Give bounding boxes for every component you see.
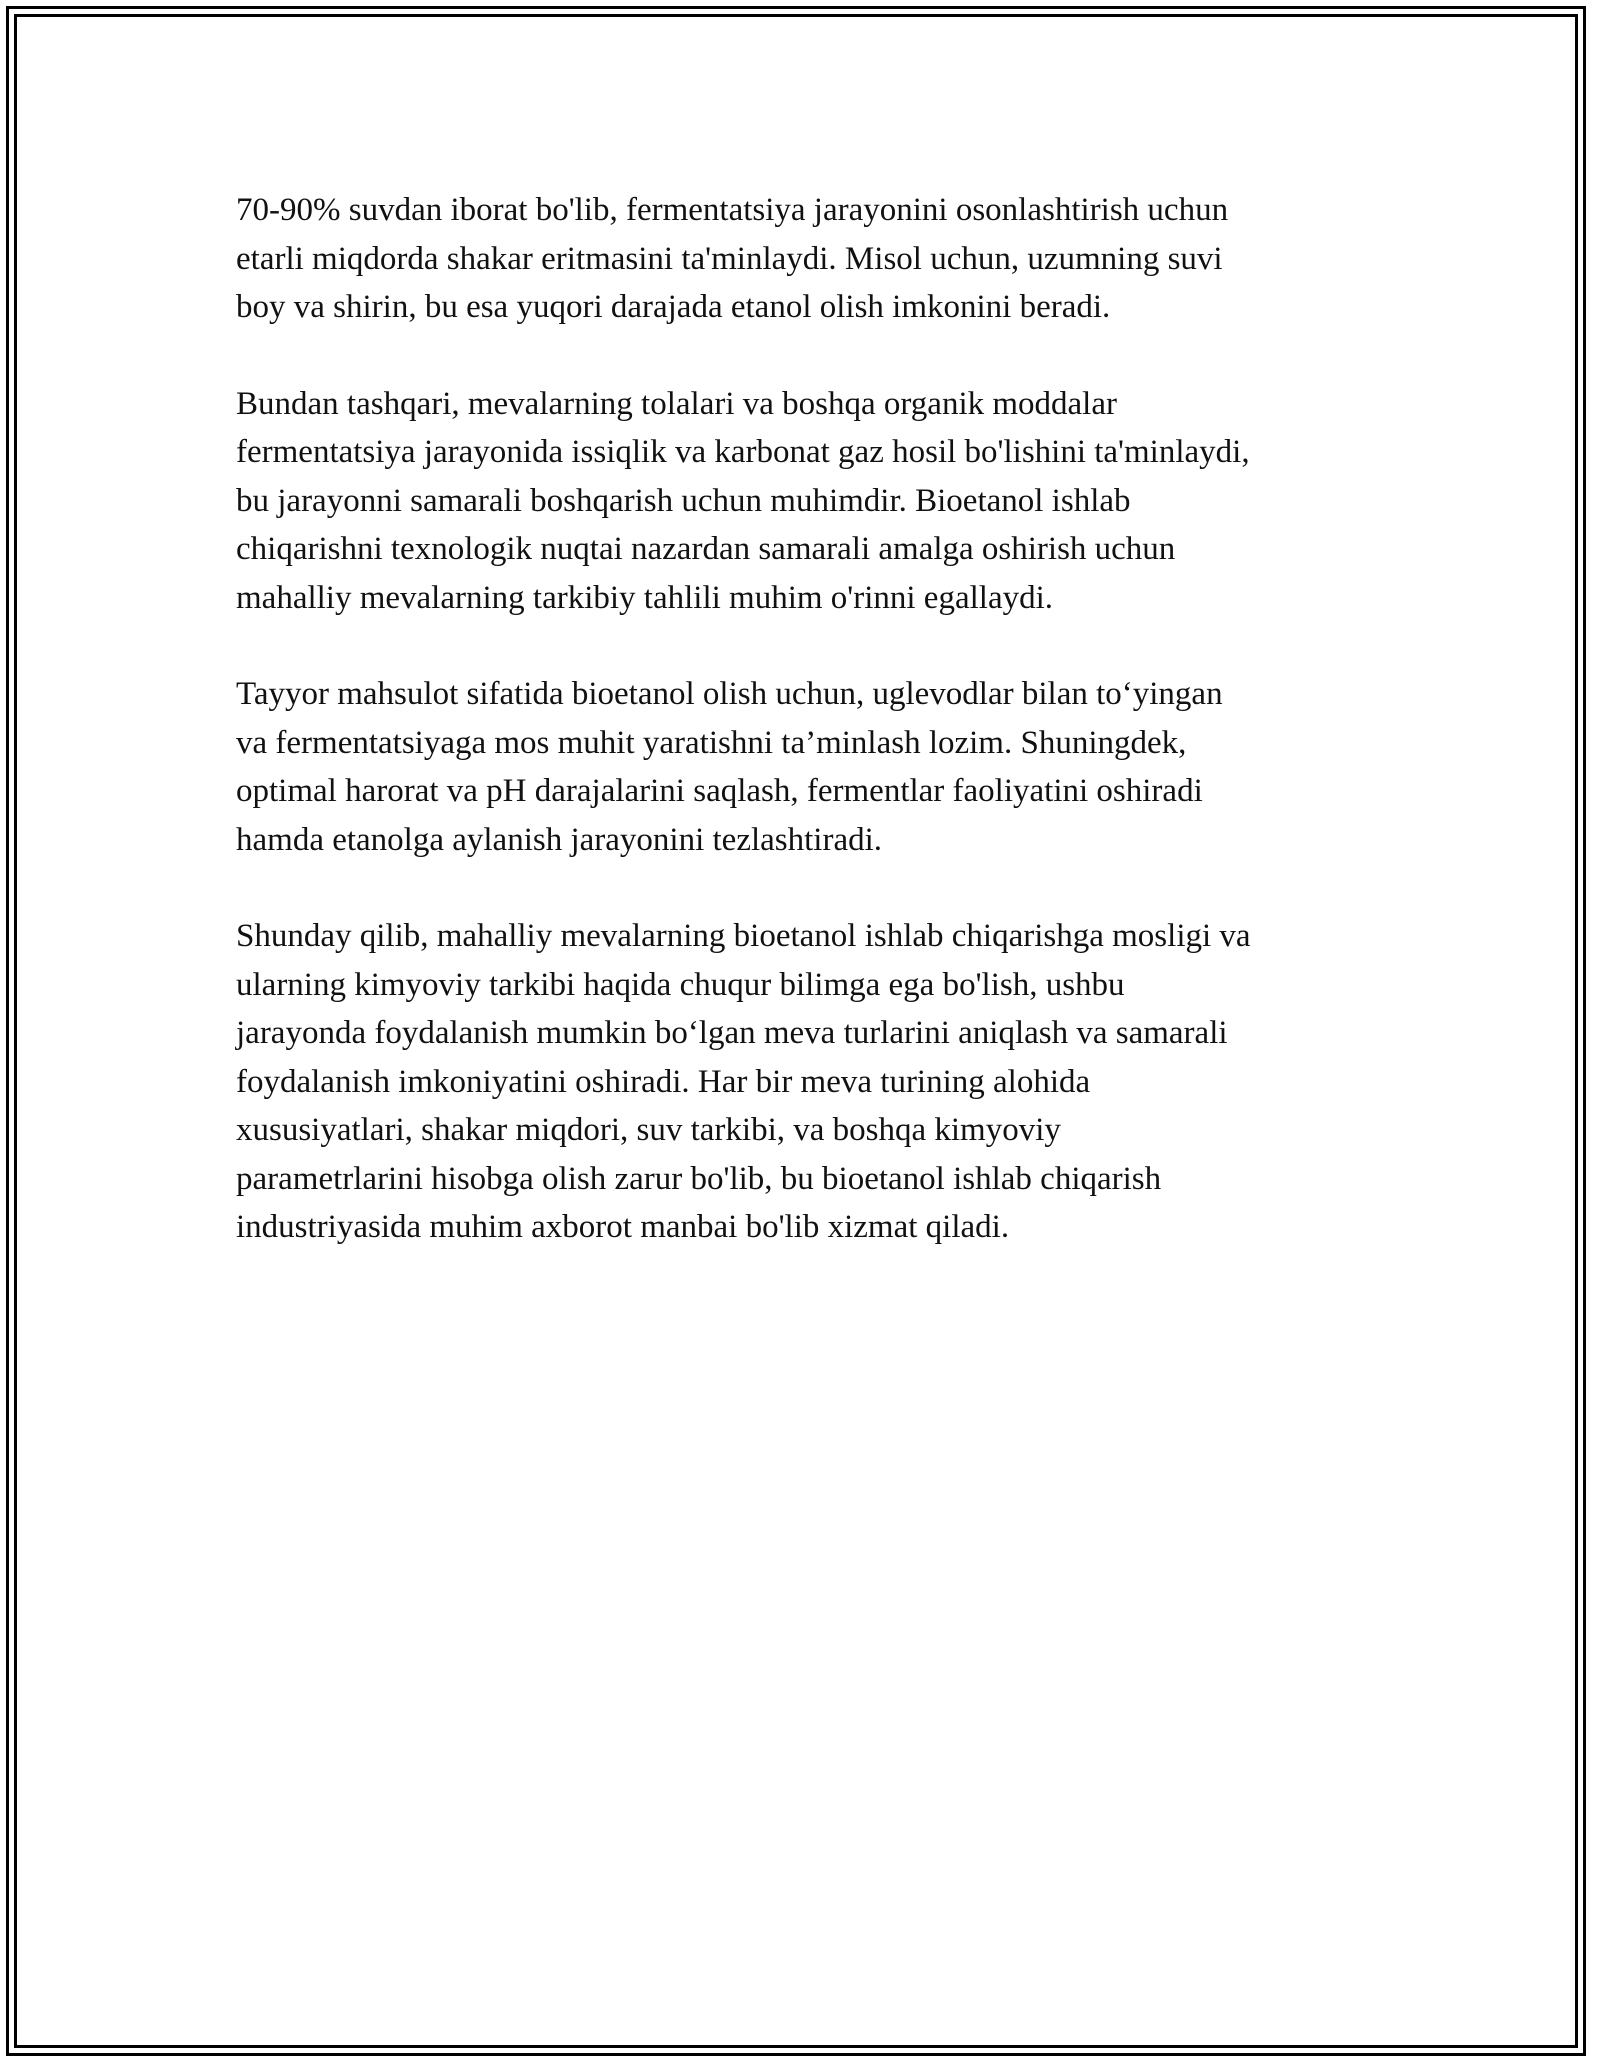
document-body	[236, 186, 1386, 1300]
paragraph-3: Tayyor mahsulot sifatida bioetanol olish uchun, uglevodlar bilan to‘yingan va fermentatsiyaga mos muhit yaratishni ta’minlash lozim. Shuningdek, optimal harorat va pH darajalarini saqlash, fermentlar faoliyatini oshiradi hamda etanolga aylanish jarayonini tezlashtiradi.	[236, 676, 1223, 858]
paragraph-2: Bundan tashqari, mevalarning tolalari va boshqa organik moddalar fermentatsiya jarayonida issiqlik va karbonat gaz hosil bo'lishini ta'minlaydi, bu jarayonni samarali boshqarish uchun muhimdir. Bioetanol ishlab chiqarishni texnologik nuqtai nazardan samarali amalga oshirish uchun mahalliy mevalarning tarkibiy tahlili muhim o'rinni egallaydi.	[236, 385, 1250, 616]
paragraph-1: 70-90% suvdan iborat bo'lib, fermentatsiya jarayonini osonlashtirish uchun etarli miqdorda shakar eritmasini ta'minlaydi. Misol uchun, uzumning suvi boy va shirin, bu esa yuqori darajada etanol olish imkonini beradi.	[236, 192, 1229, 325]
paragraph-4: Shunday qilib, mahalliy mevalarning bioetanol ishlab chiqarishga mosligi va ularning kimyoviy tarkibi haqida chuqur bilimga ega bo'lish, ushbu jarayonda foydalanish mumkin bo‘lgan meva turlarini aniqlash va samarali foydalanish imkoniyatini oshiradi. Har bir meva turining alohida xususiyatlari, shakar miqdori, suv tarkibi, va boshqa kimyoviy parametrlarini hisobga olish zarur bo'lib, bu bioetanol ishlab chiqarish industriyasida muhim axborot manbai bo'lib xizmat qiladi.	[236, 918, 1251, 1245]
